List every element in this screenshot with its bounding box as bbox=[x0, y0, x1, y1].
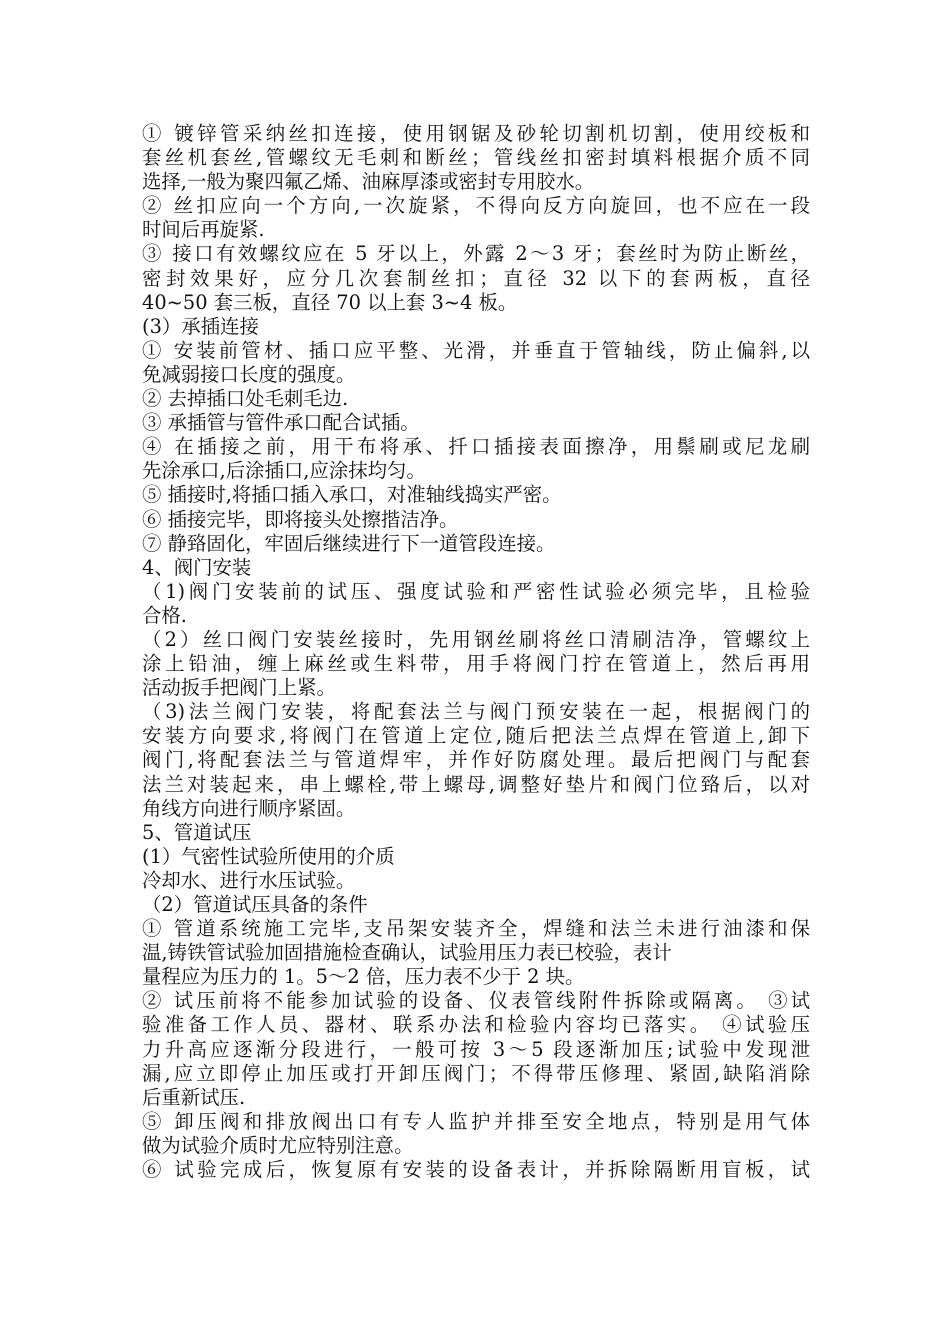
text-line: （2）丝口阀门安装丝接时，先用钢丝刷将丝口清刷洁净，管螺纹上 bbox=[142, 627, 810, 651]
text-line: ③ 接口有效螺纹应在 5 牙以上，外露 2～3 牙；套丝时为防止断丝， bbox=[142, 242, 810, 266]
text-line: ② 试压前将不能参加试验的设备、仪表管线附件拆除或隔离。 ③试 bbox=[142, 989, 810, 1013]
text-line: 做为试验介质时尤应特别注意。 bbox=[142, 1133, 414, 1157]
text-line: 4、阀门安装 bbox=[142, 555, 252, 579]
text-line: 验准备工作人员、器材、联系办法和检验内容均已落实。 ④试验压 bbox=[142, 1013, 810, 1037]
text-line: ⑤ 卸压阀和排放阀出口有专人监护并排至安全地点，特别是用气体 bbox=[142, 1109, 810, 1133]
text-line: ② 丝扣应向一个方向,一次旋紧，不得向反方向旋回，也不应在一段 bbox=[142, 194, 810, 218]
text-line: ① 镀锌管采纳丝扣连接，使用钢锯及砂轮切割机切割，使用绞板和 bbox=[142, 122, 810, 145]
text-line: 量程应为压力的 1。5～2 倍，压力表不少于 2 块。 bbox=[142, 965, 585, 989]
text-line: 温,铸铁管试验加固措施检查确认，试验用压力表已校验，表计 bbox=[142, 941, 672, 965]
text-line: 安装方向要求,将阀门在管道上定位,随后把法兰点焊在管道上,卸下 bbox=[142, 724, 810, 748]
text-line: 活动扳手把阀门上紧。 bbox=[142, 676, 336, 700]
text-line: 合格. bbox=[142, 603, 187, 627]
document-body bbox=[142, 122, 810, 1182]
text-line: ⑦ 静臵固化，牢固后继续进行下一道管段连接。 bbox=[142, 531, 556, 555]
text-line: ① 管道系统施工完毕,支吊架安装齐全，焊缝和法兰未进行油漆和保 bbox=[142, 917, 810, 941]
text-line: 法兰对装起来，串上螺栓,带上螺母,调整好垫片和阀门位臵后，以对 bbox=[142, 772, 810, 796]
text-line: 力升高应逐渐分段进行，一般可按 3～5 段逐渐加压;试验中发现泄 bbox=[142, 1037, 810, 1061]
text-line: 选择,一般为聚四氟乙烯、油麻厚漆或密封专用胶水。 bbox=[142, 170, 595, 194]
text-line: (3）承插连接 bbox=[142, 314, 259, 338]
text-line: 时间后再旋紧. bbox=[142, 218, 265, 242]
text-line: （1)阀门安装前的试压、强度试验和严密性试验必须完毕，且检验 bbox=[142, 579, 810, 603]
text-line: 套丝机套丝,管螺纹无毛刺和断丝；管线丝扣密封填料根据介质不同 bbox=[142, 146, 810, 170]
text-line: 阀门,将配套法兰与管道焊牢，并作好防腐处理。最后把阀门与配套 bbox=[142, 748, 810, 772]
text-line: ③ 承插管与管件承口配合试插。 bbox=[142, 411, 420, 435]
text-line: 角线方向进行顺序紧固。 bbox=[142, 796, 356, 820]
text-line: 密封效果好，应分几次套制丝扣；直径 32 以下的套两板，直径 bbox=[142, 266, 810, 290]
text-line: 冷却水、进行水压试验。 bbox=[142, 868, 356, 892]
text-line: ① 安装前管材、插口应平整、光滑，并垂直于管轴线，防止偏斜,以 bbox=[142, 338, 810, 362]
text-line: 先涂承口,后涂插口,应涂抹均匀。 bbox=[142, 459, 426, 483]
text-line: （2）管道试压具备的条件 bbox=[142, 893, 368, 916]
text-line: 漏,应立即停止加压或打开卸压阀门；不得带压修理、紧固,缺陷消除 bbox=[142, 1061, 810, 1085]
text-line: 后重新试压. bbox=[142, 1085, 246, 1109]
text-line: 40~50 套三板，直径 70 以上套 3~4 板。 bbox=[142, 290, 518, 314]
text-line: ④ 在插接之前，用干布将承、扦口插接表面擦净，用鬃刷或尼龙刷 bbox=[142, 435, 810, 459]
text-line: ⑥ 试验完成后，恢复原有安装的设备表计，并拆除隔断用盲板，试 bbox=[142, 1158, 810, 1182]
text-line: (1）气密性试验所使用的介质 bbox=[142, 844, 395, 868]
text-line: ② 去掉插口处毛刺毛边. bbox=[142, 387, 349, 411]
text-line: （3)法兰阀门安装，将配套法兰与阀门预安装在一起，根据阀门的 bbox=[142, 700, 810, 724]
text-line: 5、管道试压 bbox=[142, 820, 252, 844]
text-line: ⑤ 插接时,将插口插入承口，对准轴线捣实严密。 bbox=[142, 483, 562, 507]
text-line: 免减弱接口长度的强度。 bbox=[142, 362, 356, 386]
text-line: ⑥ 插接完毕，即将接头处擦揩洁净。 bbox=[142, 507, 459, 531]
text-line: 涂上铅油，缠上麻丝或生料带，用手将阀门拧在管道上，然后再用 bbox=[142, 652, 810, 676]
